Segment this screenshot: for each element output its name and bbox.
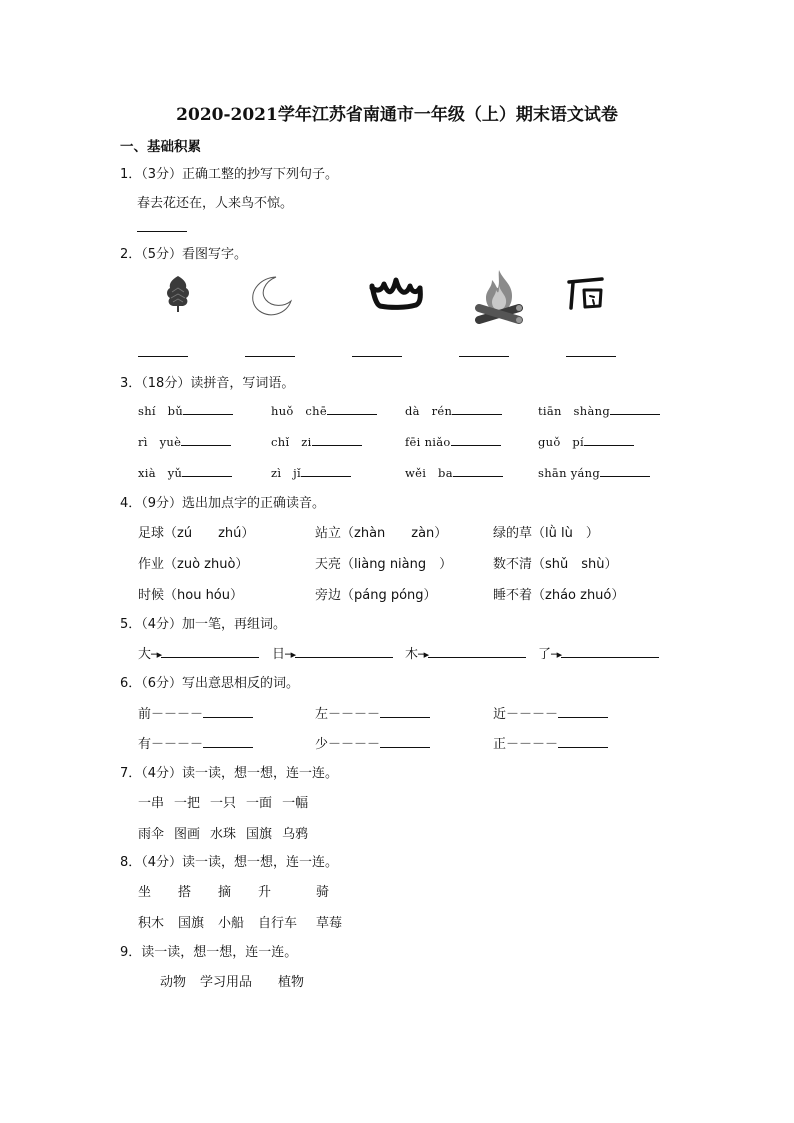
match-row-top (138, 792, 308, 811)
question-2-blank[interactable] (352, 356, 402, 357)
pinyin-item: guǒ pí (538, 433, 634, 450)
add-stroke-item: 木─▸ (405, 643, 526, 662)
pinyin-item: wěi ba (405, 464, 503, 481)
question-2-blank[interactable] (459, 356, 509, 357)
add-stroke-item: 了─▸ (538, 643, 659, 662)
answer-blank[interactable] (558, 705, 608, 718)
answer-blank[interactable] (203, 705, 253, 718)
answer-blank[interactable] (312, 433, 362, 446)
question-2-stem: 2．（5分）看图写字。 (120, 247, 248, 262)
match-row-bottom (138, 823, 308, 842)
pinyin-item: huǒ chē (271, 402, 377, 419)
reading-choice[interactable]: 旁边（páng póng） (315, 588, 437, 603)
category-word[interactable]: 动物 (160, 975, 187, 990)
category-word[interactable]: 植物 (278, 975, 305, 990)
add-stroke-item: 日─▸ (272, 643, 393, 662)
question-7-stem: 7．（4分）读一读，想一想，连一连。 (120, 766, 339, 781)
question-1-sentence: 春去花还在，人来鸟不惊。 (137, 196, 294, 211)
match-word[interactable]: 草莓 (316, 916, 343, 931)
answer-blank[interactable] (558, 735, 608, 748)
pinyin-item: fēi niǎo (405, 433, 501, 449)
tree-icon (162, 274, 194, 314)
question-3-stem: 3．（18分）读拼音，写词语。 (120, 376, 295, 391)
question-9-stem: 9．读一读，想一想，连一连。 (120, 945, 298, 960)
answer-blank[interactable] (451, 433, 501, 446)
pinyin-item: shān yáng (538, 464, 650, 480)
match-word[interactable]: 小船 (218, 916, 245, 931)
match-word[interactable]: 国旗 (178, 916, 205, 931)
reading-choice[interactable]: 睡不着（zháo zhuó） (493, 588, 625, 603)
match-word[interactable]: 摘 (218, 885, 232, 900)
question-6-stem: 6．（6分）写出意思相反的词。 (120, 676, 300, 691)
match-word[interactable]: 搭 (178, 885, 192, 900)
antonym-item: 前－－－－ (138, 703, 253, 722)
match-word[interactable]: 乌鸦 (282, 827, 309, 842)
match-word[interactable]: 图画 (174, 827, 201, 842)
question-4-stem: 4．（9分）选出加点字的正确读音。 (120, 496, 326, 511)
reading-choice[interactable]: 时候（hou hóu） (138, 588, 243, 603)
answer-blank[interactable] (380, 705, 430, 718)
antonym-item: 少－－－－ (315, 733, 430, 752)
answer-blank[interactable] (453, 464, 503, 477)
reading-choice[interactable]: 数不清（shǔ shù） (493, 557, 618, 572)
answer-blank[interactable] (182, 464, 232, 477)
answer-blank[interactable] (295, 645, 393, 658)
antonym-item: 左－－－－ (315, 703, 430, 722)
match-word[interactable]: 升 (258, 885, 272, 900)
pinyin-item: zì jǐ (271, 464, 351, 481)
reading-choice[interactable]: 站立（zhàn zàn） (315, 526, 448, 541)
page-title: 2020-2021学年江苏省南通市一年级（上）期末语文试卷 (176, 105, 618, 125)
match-word[interactable]: 坐 (138, 885, 152, 900)
reading-choice[interactable]: 足球（zú zhú） (138, 526, 255, 541)
pinyin-item: dà rén (405, 402, 502, 419)
question-2-blank[interactable] (245, 356, 295, 357)
pinyin-item: shí bǔ (138, 402, 233, 419)
match-word[interactable]: 一只 (210, 796, 237, 811)
match-word[interactable]: 积木 (138, 916, 165, 931)
answer-blank[interactable] (600, 464, 650, 477)
match-word[interactable]: 国旗 (246, 827, 273, 842)
match-word[interactable]: 一把 (174, 796, 201, 811)
question-8-stem: 8．（4分）读一读，想一想，连一连。 (120, 855, 339, 870)
antonym-item: 正－－－－ (493, 733, 608, 752)
section-heading: 一、基础积累 (120, 139, 201, 155)
stone-pictograph-icon (566, 276, 608, 312)
question-1-answer-blank[interactable] (137, 231, 187, 232)
antonym-item: 有－－－－ (138, 733, 253, 752)
pinyin-item: rì yuè (138, 433, 231, 450)
question-2-blank[interactable] (138, 356, 188, 357)
answer-blank[interactable] (561, 645, 659, 658)
match-word[interactable]: 雨伞 (138, 827, 165, 842)
reading-choice[interactable]: 作业（zuò zhuò） (138, 557, 249, 572)
answer-blank[interactable] (327, 402, 377, 415)
answer-blank[interactable] (584, 433, 634, 446)
answer-blank[interactable] (181, 433, 231, 446)
match-word[interactable]: 水珠 (210, 827, 237, 842)
answer-blank[interactable] (428, 645, 526, 658)
match-word[interactable]: 自行车 (258, 916, 298, 931)
pinyin-item: chǐ zi (271, 433, 362, 450)
answer-blank[interactable] (203, 735, 253, 748)
campfire-icon (474, 268, 524, 330)
question-2-blank[interactable] (566, 356, 616, 357)
pinyin-item: tiān shàng (538, 402, 660, 419)
reading-choice[interactable]: 绿的草（lǜ lù ） (493, 526, 599, 541)
mountain-pictograph-icon (368, 276, 426, 312)
pinyin-item: xià yǔ (138, 464, 232, 481)
add-stroke-item: 大─▸ (138, 643, 259, 662)
antonym-item: 近－－－－ (493, 703, 608, 722)
question-1-stem: 1．（3分）正确工整的抄写下列句子。 (120, 167, 339, 182)
question-5-stem: 5．（4分）加一笔，再组词。 (120, 617, 287, 632)
match-word[interactable]: 一面 (246, 796, 273, 811)
answer-blank[interactable] (452, 402, 502, 415)
answer-blank[interactable] (161, 645, 259, 658)
answer-blank[interactable] (380, 735, 430, 748)
match-word[interactable]: 骑 (316, 885, 330, 900)
answer-blank[interactable] (183, 402, 233, 415)
reading-choice[interactable]: 天亮（liàng niàng ） (315, 557, 453, 572)
crescent-moon-icon (246, 274, 294, 318)
category-word[interactable]: 学习用品 (200, 975, 253, 990)
answer-blank[interactable] (301, 464, 351, 477)
match-word[interactable]: 一幅 (282, 796, 309, 811)
answer-blank[interactable] (610, 402, 660, 415)
question-1-answer-blank-text (137, 218, 164, 228)
match-word[interactable]: 一串 (138, 796, 165, 811)
